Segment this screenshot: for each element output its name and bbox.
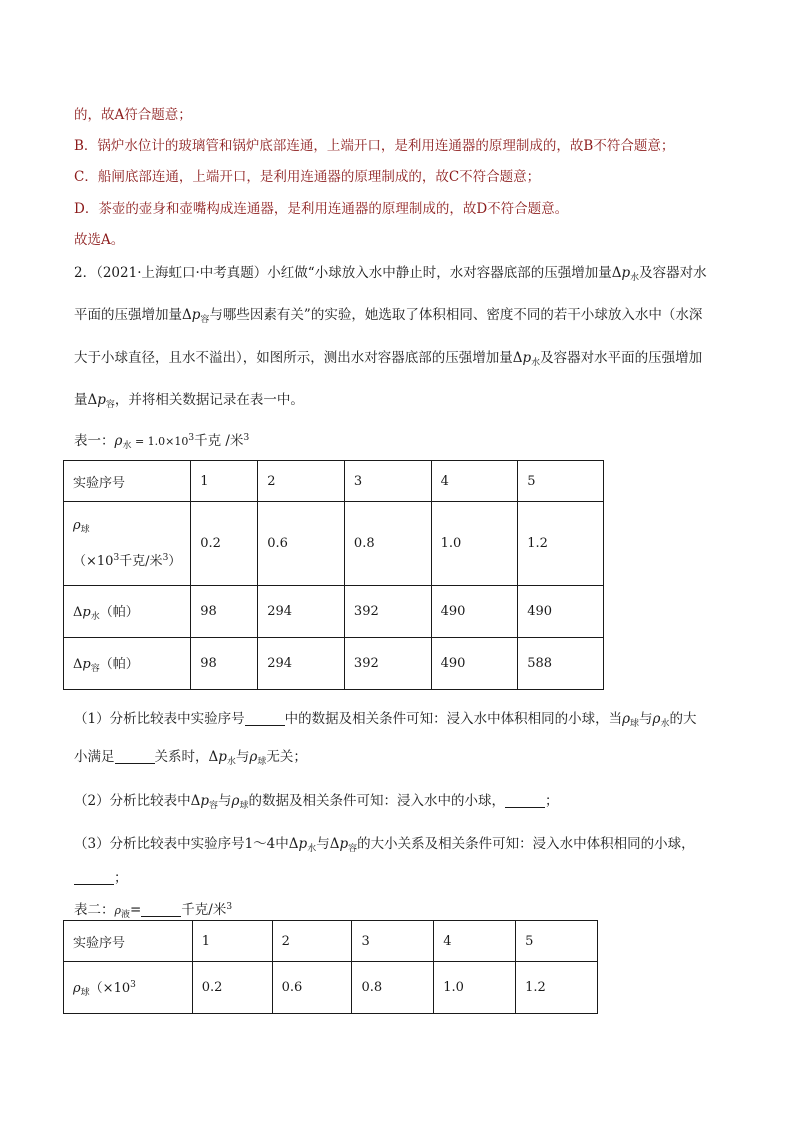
table1-cell: 1.0 [431, 502, 518, 586]
subquestion-text: 与 [235, 749, 250, 765]
question-text: 大于小球直径，且水不溢出），如图所示，测出水对容器底部的压强增加量 [74, 350, 513, 366]
exp: 3 [188, 433, 195, 443]
table2-header-cell: 5 [516, 921, 598, 962]
exp: 3 [243, 433, 250, 443]
symbol-dp-water: $\Delta p_水$ [288, 836, 317, 854]
symbol-rho-ball: $\rho_球$ [73, 517, 90, 535]
solution-line-c: C．船闸底部连通，上端开口，是利用连通器的原理制成的，故C不符合题意； [74, 169, 541, 185]
symbol-dp-container: $\Delta p_容$ [190, 793, 219, 811]
symbol-dp-water: $\Delta p_水$ [512, 350, 541, 368]
table1-cell: 294 [258, 586, 345, 638]
subquestion-3 [74, 832, 695, 854]
table1-caption [74, 429, 249, 451]
question-number: 2． [74, 265, 97, 281]
table2-caption-eq: = [129, 902, 142, 918]
table1-header-cell: 1 [191, 461, 258, 502]
table1-cell: 98 [191, 586, 258, 638]
subquestion-1-line-2 [74, 745, 307, 767]
table2-density-label: $\rho_球(\times 10^3$ [64, 962, 193, 1014]
subquestion-text: 关系时， [154, 749, 209, 765]
symbol-dp-container: $\Delta p_容$ [329, 836, 358, 854]
question-text: 与哪些因素有关”的实验，她选取了体积相同、密度不同的若干小球放入水中（水深 [209, 307, 703, 323]
answer-blank[interactable] [245, 711, 285, 726]
question-text: 小红做“小球放入水中静止时，水对容器底部的压强增加量 [267, 265, 612, 281]
subquestion-1-line-1 [74, 707, 697, 729]
table1-cell: 0.6 [258, 502, 345, 586]
symbol-dp-water: $\Delta p_水$ [611, 265, 640, 283]
subquestion-text: 小满足 [74, 749, 115, 765]
table2-cell: 0.2 [192, 962, 272, 1014]
subquestion-text: 与 [316, 836, 330, 852]
subquestion-text: （3）分析比较表中实验序号1～4中 [74, 836, 289, 852]
table1 [63, 460, 604, 690]
table2-caption-unit: 千克/米 [181, 902, 227, 918]
subquestion-text: 中的数据及相关条件可知：浸入水中体积相同的小球，当 [284, 711, 623, 727]
table2-header-cell: 2 [272, 921, 352, 962]
answer-blank[interactable] [141, 902, 181, 917]
question-line-2 [74, 303, 702, 325]
table1-header-cell: 4 [431, 461, 518, 502]
subquestion-text: 无关； [266, 749, 307, 765]
subquestion-text: ； [544, 793, 559, 809]
table1-dp-container-label: $\Delta p_容$（帕） [64, 638, 191, 690]
table2-header-row [64, 921, 598, 962]
table1-cell: 0.2 [191, 502, 258, 586]
symbol-rho-liquid: $\rho_液$ [114, 904, 130, 920]
table2-cell: 0.8 [352, 962, 434, 1014]
subquestion-text: 与 [639, 711, 653, 727]
table1-header-row [64, 461, 604, 502]
table1-cell: 392 [344, 586, 431, 638]
subquestion-text: 的大 [669, 711, 697, 727]
solution-line-b: B．锅炉水位计的玻璃管和锅炉底部连通，上端开口，是利用连通器的原理制成的，故B不符合题意； [74, 138, 675, 154]
subquestion-text: 的数据及相关条件可知：浸入水中的小球， [248, 793, 505, 809]
question-text: 及容器对水平面的压强增加 [540, 350, 703, 366]
table1-header-label: 实验序号 [64, 461, 191, 502]
question-source: （2021·上海虹口·中考真题） [96, 265, 268, 281]
table2-header-cell: 1 [192, 921, 272, 962]
table1-dp-container-row [64, 638, 604, 690]
subquestion-text: 的大小关系及相关条件可知：浸入水中体积相同的小球， [357, 836, 695, 852]
subquestion-text: 与 [218, 793, 232, 809]
subquestion-text: ； [114, 870, 128, 886]
question-text: 及容器对水 [639, 265, 707, 281]
symbol-rho-ball: $\rho_球$ [249, 749, 267, 767]
question-text: ，并将相关数据记录在表一中。 [114, 392, 304, 408]
table1-density-label [64, 502, 191, 586]
answer-blank[interactable] [115, 749, 155, 764]
table1-header-cell: 5 [518, 461, 604, 502]
symbol-dp-water: $\Delta p_水$ [208, 749, 236, 767]
table1-dp-water-row [64, 586, 604, 638]
table2 [63, 920, 598, 1014]
table1-caption-value: = 1.0×10 [131, 435, 189, 448]
symbol-dp-container: $\Delta p_容$ [87, 392, 115, 410]
table1-cell: 392 [344, 638, 431, 690]
table1-cell: 490 [431, 586, 518, 638]
answer-blank[interactable] [74, 870, 114, 885]
table1-header-cell: 2 [258, 461, 345, 502]
table2-header-label: 实验序号 [64, 921, 193, 962]
table2-cell: 0.6 [272, 962, 352, 1014]
question-text: 量 [74, 392, 88, 408]
table2-cell: 1.0 [434, 962, 516, 1014]
subquestion-3-answer [74, 866, 128, 886]
table1-caption-unit: 千克 /米 [194, 433, 244, 449]
answer-blank[interactable] [505, 793, 545, 808]
table1-caption-prefix: 表一： [74, 433, 115, 449]
table1-cell: 490 [518, 586, 604, 638]
exp: 3 [226, 902, 233, 912]
table2-header-cell: 4 [434, 921, 516, 962]
table1-cell: 1.2 [518, 502, 604, 586]
solution-line-a: 的，故A符合题意； [74, 107, 192, 123]
question-line-3 [74, 346, 702, 368]
table2-density-row [64, 962, 598, 1014]
table1-cell: 0.8 [344, 502, 431, 586]
symbol-rho-ball: $\rho_球$ [231, 793, 249, 811]
table1-cell: 294 [258, 638, 345, 690]
table1-dp-water-label: $\Delta p_水$（帕） [64, 586, 191, 638]
subquestion-2 [74, 789, 558, 811]
table1-header-cell: 3 [344, 461, 431, 502]
table2-header-cell: 3 [352, 921, 434, 962]
table2-caption-prefix: 表二： [74, 902, 115, 918]
density-unit: （$\times 10^3$千克/米$^3$） [73, 552, 182, 569]
subquestion-text: （1）分析比较表中实验序号 [74, 711, 245, 727]
symbol-dp-container: $\Delta p_容$ [182, 307, 210, 325]
table1-cell: 588 [518, 638, 604, 690]
symbol-rho-water: $\rho_水$ [652, 711, 670, 729]
symbol-rho-ball: $\rho_球$ [622, 711, 640, 729]
table1-cell: 490 [431, 638, 518, 690]
question-text: 平面的压强增加量 [74, 307, 182, 323]
table2-cell: 1.2 [516, 962, 598, 1014]
table1-density-row [64, 502, 604, 586]
symbol-rho-water: $\rho_水$ [114, 433, 132, 451]
table2-caption [74, 898, 232, 920]
solution-line-d: D．茶壶的壶身和壶嘴构成连通器，是利用连通器的原理制成的，故D不符合题意。 [74, 201, 569, 217]
question-line-4 [74, 388, 304, 410]
subquestion-text: （2）分析比较表中 [74, 793, 191, 809]
solution-conclusion: 故选A。 [74, 232, 125, 248]
table1-cell: 98 [191, 638, 258, 690]
question-line-1 [74, 261, 707, 283]
